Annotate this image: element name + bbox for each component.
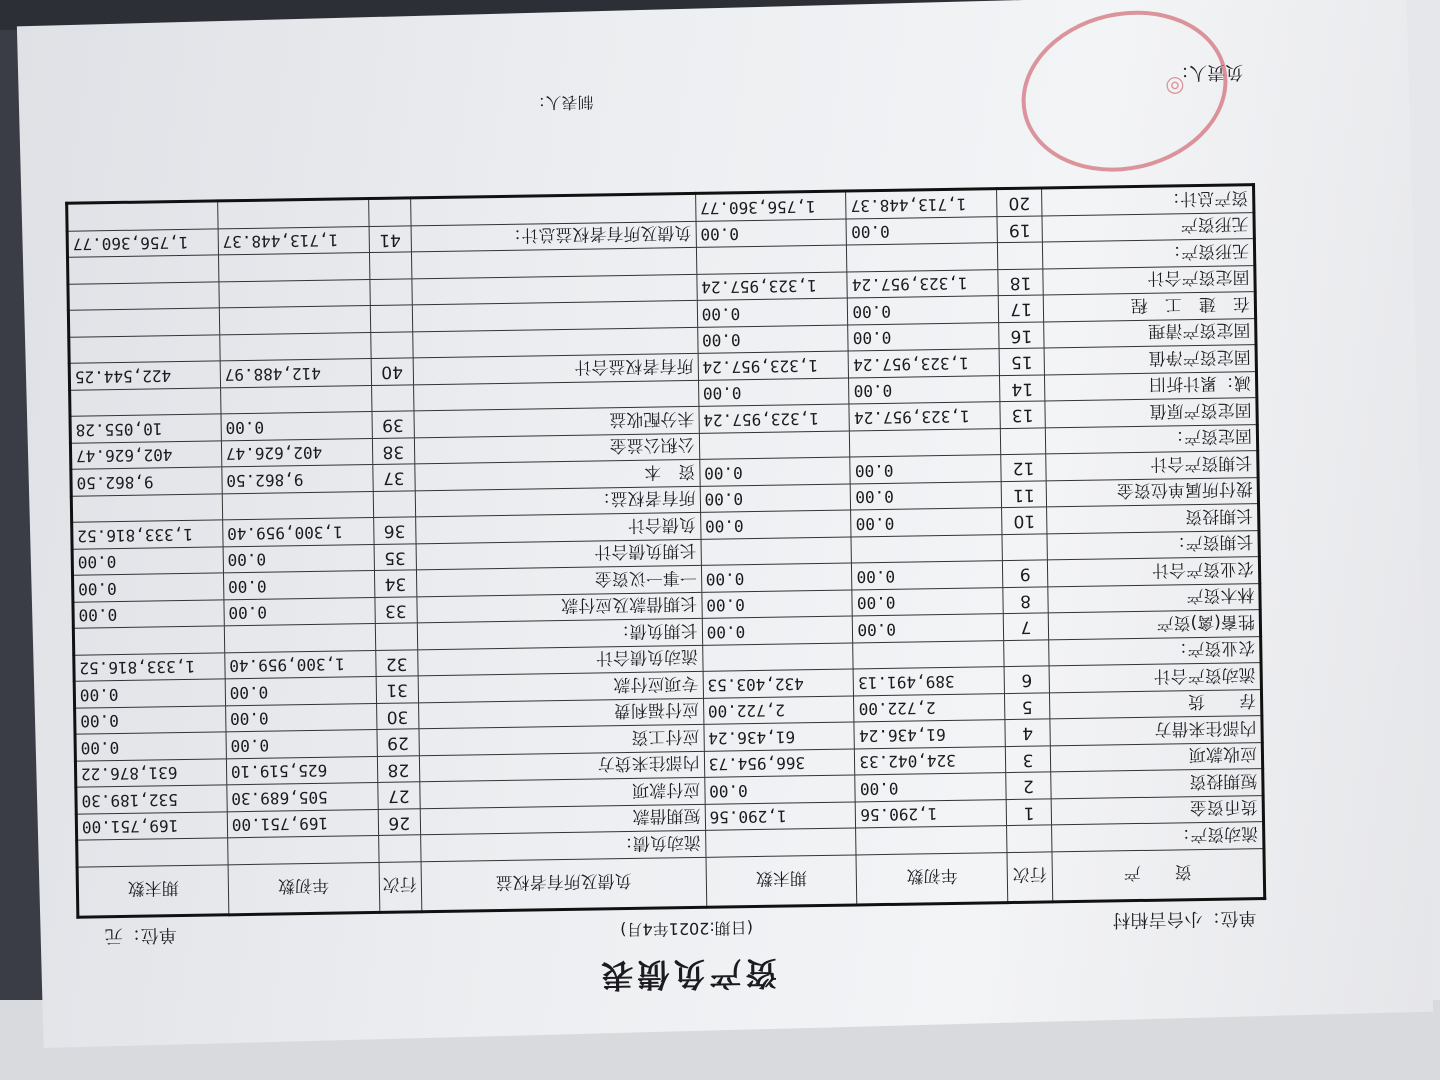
- asset-line-cell: [998, 242, 1043, 269]
- document-title: 资产负债表: [597, 953, 778, 995]
- asset-item-cell: 内部往来借方: [1050, 716, 1263, 746]
- header-ending: 期末数: [706, 855, 858, 907]
- asset-begin-cell: [850, 429, 1001, 458]
- liability-item-cell: 所有者权益：: [415, 486, 700, 517]
- asset-item-cell: 农业资产合计: [1047, 557, 1260, 587]
- header-beginning: 年初数: [856, 853, 1008, 905]
- asset-line-cell: 19: [997, 216, 1042, 243]
- liability-begin-cell: 1,713,448.37: [218, 227, 369, 256]
- liability-begin-cell: [219, 306, 370, 335]
- asset-line-cell: 16: [999, 322, 1044, 349]
- liability-item-cell: 负债及所有者权益总计：: [411, 221, 696, 252]
- asset-begin-cell: 0.00: [855, 773, 1006, 802]
- liability-item-cell: 内部往来贷方: [419, 751, 704, 782]
- asset-line-cell: 1: [1006, 799, 1051, 826]
- asset-end-cell: 0.00: [704, 775, 855, 804]
- liability-begin-cell: 0.00: [226, 730, 377, 759]
- liability-begin-cell: 0.00: [223, 571, 374, 600]
- asset-item-cell: 短期投资: [1051, 769, 1264, 799]
- header-beginning-2: 年初数: [228, 862, 380, 914]
- liability-begin-cell: 1,300,959.40: [222, 518, 373, 547]
- liability-item-cell: 长期负债合计: [416, 539, 701, 570]
- liability-begin-cell: [217, 199, 368, 229]
- asset-end-cell: 0.00: [702, 590, 853, 619]
- liability-end-cell: 1,333,816.52: [74, 653, 225, 682]
- asset-end-cell: [699, 431, 850, 460]
- asset-begin-cell: 2,722.00: [854, 694, 1005, 723]
- liability-line-cell: 29: [377, 729, 420, 756]
- asset-line-cell: [1002, 534, 1047, 561]
- liability-begin-cell: 0.00: [221, 412, 372, 441]
- liability-end-cell: 1,333,816.52: [72, 520, 223, 549]
- asset-end-cell: 0.00: [699, 457, 850, 486]
- asset-item-cell: 存 货: [1049, 690, 1262, 720]
- liability-end-cell: 631,876.22: [75, 759, 226, 788]
- liability-end-cell: [67, 201, 218, 231]
- asset-line-cell: 4: [1005, 719, 1050, 746]
- asset-end-cell: 1,290.56: [705, 802, 856, 831]
- date-label: (日期:2021年4月): [620, 918, 754, 940]
- liability-item-cell: [411, 248, 696, 279]
- asset-item-cell: 长期资产合计: [1046, 451, 1259, 481]
- liability-end-cell: [77, 838, 228, 867]
- asset-line-cell: 5: [1005, 693, 1050, 720]
- liability-begin-cell: [220, 386, 371, 415]
- asset-line-cell: 15: [999, 348, 1044, 375]
- asset-end-cell: [701, 537, 852, 566]
- asset-begin-cell: [847, 243, 998, 272]
- asset-line-cell: 12: [1001, 454, 1046, 481]
- liability-item-cell: 未分配收益: [414, 407, 699, 438]
- asset-line-cell: 3: [1005, 746, 1050, 773]
- liability-line-cell: 33: [374, 597, 417, 624]
- header-assets: 资 产: [1052, 849, 1265, 902]
- liability-item-cell: 应付福利费: [419, 698, 704, 729]
- asset-item-cell: 无形资产: [1042, 213, 1255, 243]
- liability-begin-cell: 0.00: [225, 703, 376, 732]
- asset-item-cell: 固定资产清理: [1043, 319, 1256, 349]
- liability-item-cell: [413, 327, 698, 358]
- asset-item-cell: 应收款项: [1050, 743, 1263, 773]
- asset-begin-cell: 1,713,448.37: [846, 189, 997, 219]
- liability-end-cell: [73, 626, 224, 655]
- asset-item-cell: 林木资产: [1048, 584, 1261, 614]
- asset-begin-cell: 0.00: [852, 588, 1003, 617]
- liability-line-cell: [368, 198, 411, 226]
- official-seal: [1006, 0, 1244, 191]
- asset-item-cell: 货币资金: [1051, 796, 1264, 826]
- asset-end-cell: [696, 246, 847, 275]
- liability-end-cell: [71, 494, 222, 523]
- asset-item-cell: 减：累计折旧: [1044, 372, 1257, 402]
- liability-line-cell: [375, 623, 418, 650]
- asset-end-cell: 366,954.73: [704, 749, 855, 778]
- asset-line-cell: 10: [1002, 507, 1047, 534]
- asset-end-cell: 0.00: [702, 616, 853, 645]
- liability-item-cell: 长期借款及应付款: [417, 592, 702, 623]
- asset-item-cell: 固定资产净值: [1044, 345, 1257, 375]
- asset-line-cell: 6: [1004, 666, 1049, 693]
- asset-item-cell: 农业资产：: [1048, 637, 1261, 667]
- asset-begin-cell: [851, 535, 1002, 564]
- asset-end-cell: [705, 828, 856, 857]
- liability-item-cell: 公积公益金: [414, 433, 699, 464]
- liability-line-cell: [370, 305, 413, 332]
- asset-begin-cell: 324,042.33: [855, 747, 1006, 776]
- asset-end-cell: [702, 643, 853, 672]
- footer-responsible: 负责人：: [1171, 61, 1244, 84]
- liability-begin-cell: 169,751.00: [227, 809, 378, 838]
- liability-item-cell: 一事一议资金: [416, 566, 701, 597]
- paper-sheet: [17, 0, 1433, 1048]
- liability-line-cell: [369, 279, 412, 306]
- seal-lettering: ◎: [1162, 71, 1188, 101]
- asset-line-cell: 20: [997, 188, 1042, 216]
- asset-end-cell: 0.00: [701, 563, 852, 592]
- asset-line-cell: 7: [1003, 613, 1048, 640]
- liability-end-cell: 9,862.50: [71, 467, 222, 496]
- liability-begin-cell: [222, 491, 373, 520]
- asset-item-cell: 固定资产：: [1045, 425, 1258, 455]
- asset-end-cell: 1,323,957.24: [697, 272, 848, 301]
- liability-end-cell: 402,626.47: [70, 441, 221, 470]
- liability-line-cell: 32: [375, 650, 418, 677]
- liability-line-cell: 31: [376, 676, 419, 703]
- liability-item-cell: [414, 380, 699, 411]
- asset-begin-cell: 1,323,957.24: [849, 349, 1000, 378]
- liability-begin-cell: [224, 624, 375, 653]
- liability-line-cell: 28: [377, 756, 420, 783]
- asset-begin-cell: 1,290.56: [856, 800, 1007, 829]
- asset-item-cell: 长期资产：: [1047, 531, 1260, 561]
- asset-begin-cell: 0.00: [848, 323, 999, 352]
- liability-end-cell: [68, 255, 219, 284]
- liability-item-cell: 短期借款: [420, 804, 705, 835]
- asset-begin-cell: 389,491.13: [854, 667, 1005, 696]
- asset-begin-cell: 61,436.24: [854, 720, 1005, 749]
- liability-line-cell: [371, 385, 414, 412]
- liability-begin-cell: 0.00: [223, 544, 374, 573]
- liability-begin-cell: 412,488.97: [220, 359, 371, 388]
- liability-line-cell: 27: [377, 782, 420, 809]
- asset-end-cell: 0.00: [698, 378, 849, 407]
- header-line-no-2: 行次: [379, 862, 422, 913]
- liability-end-cell: 0.00: [72, 547, 223, 576]
- liability-begin-cell: 0.00: [224, 597, 375, 626]
- liability-begin-cell: [219, 280, 370, 309]
- asset-item-cell: 流动资产合计: [1049, 663, 1262, 693]
- asset-line-cell: 13: [1000, 401, 1045, 428]
- asset-begin-cell: 0.00: [849, 376, 1000, 405]
- liability-end-cell: 0.00: [74, 679, 225, 708]
- liability-begin-cell: 625,519.10: [226, 756, 377, 785]
- liability-begin-cell: 9,862.50: [222, 465, 373, 494]
- liability-line-cell: 26: [378, 809, 421, 836]
- liability-end-cell: 0.00: [75, 732, 226, 761]
- asset-begin-cell: 0.00: [853, 614, 1004, 643]
- asset-begin-cell: 1,323,957.24: [847, 270, 998, 299]
- table-body: [67, 185, 1264, 867]
- liability-end-cell: [68, 282, 219, 311]
- header-line-no: 行次: [1007, 852, 1052, 903]
- asset-line-cell: 9: [1003, 560, 1048, 587]
- liability-item-cell: [412, 301, 697, 332]
- liability-line-cell: 40: [371, 358, 414, 385]
- asset-end-cell: 61,436.24: [704, 722, 855, 751]
- liability-line-cell: 36: [373, 517, 416, 544]
- liability-line-cell: 30: [376, 703, 419, 730]
- asset-item-cell: 拨付所属单位资金: [1046, 478, 1259, 508]
- asset-end-cell: 432,403.53: [703, 669, 854, 698]
- header-ending-2: 期末数: [77, 865, 229, 917]
- liability-line-cell: [370, 332, 413, 359]
- asset-end-cell: 0.00: [697, 299, 848, 328]
- footer-preparer: 制表人：: [529, 92, 594, 113]
- asset-item-cell: 在 建 工 程: [1043, 292, 1256, 322]
- asset-begin-cell: [856, 826, 1007, 855]
- asset-line-cell: [1004, 640, 1049, 667]
- asset-item-cell: 无形资产：: [1042, 239, 1255, 269]
- asset-begin-cell: 0.00: [851, 508, 1002, 537]
- liability-line-cell: [378, 835, 421, 862]
- liability-end-cell: 10,055.28: [70, 414, 221, 443]
- asset-line-cell: [1007, 825, 1052, 852]
- asset-line-cell: 18: [998, 269, 1043, 296]
- liability-item-cell: [412, 274, 697, 305]
- asset-item-cell: 资产总计：: [1041, 185, 1254, 216]
- liability-item-cell: 所有者权益合计: [413, 354, 698, 385]
- asset-line-cell: 8: [1003, 587, 1048, 614]
- liability-line-cell: [373, 491, 416, 518]
- liability-item-cell: 流动负债合计: [418, 645, 703, 676]
- liability-item-cell: 资 本: [415, 460, 700, 491]
- liability-end-cell: 0.00: [75, 706, 226, 735]
- liability-begin-cell: [220, 333, 371, 362]
- asset-end-cell: 0.00: [697, 325, 848, 354]
- asset-begin-cell: 1,323,957.24: [849, 402, 1000, 431]
- asset-end-cell: 2,722.00: [703, 696, 854, 725]
- liability-item-cell: 应付工资: [419, 725, 704, 756]
- asset-end-cell: 0.00: [700, 484, 851, 513]
- asset-end-cell: 0.00: [696, 219, 847, 248]
- liability-begin-cell: 1,300,959.40: [225, 650, 376, 679]
- liability-line-cell: [369, 252, 412, 279]
- liability-item-cell: 负债合计: [416, 513, 701, 544]
- asset-begin-cell: 0.00: [851, 482, 1002, 511]
- asset-line-cell: 17: [998, 295, 1043, 322]
- asset-end-cell: 1,756,360.77: [695, 192, 846, 222]
- liability-item-cell: 流动负债：: [421, 831, 706, 862]
- asset-item-cell: 牲畜(禽)资产: [1048, 610, 1261, 640]
- balance-sheet-table: [65, 184, 1266, 919]
- liability-line-cell: 41: [369, 226, 412, 253]
- liability-begin-cell: 402,626.47: [221, 439, 372, 468]
- asset-item-cell: 固定资产原值: [1045, 398, 1258, 428]
- asset-line-cell: 14: [1000, 375, 1045, 402]
- asset-begin-cell: 0.00: [848, 296, 999, 325]
- liability-begin-cell: 0.00: [225, 677, 376, 706]
- liability-begin-cell: [218, 253, 369, 282]
- liability-item-cell: 长期负债：: [417, 619, 702, 650]
- liability-item-cell: 专项应付款: [418, 672, 703, 703]
- liability-end-cell: 0.00: [73, 573, 224, 602]
- asset-begin-cell: 0.00: [846, 217, 997, 246]
- asset-item-cell: 固定资产合计: [1043, 266, 1256, 296]
- liability-end-cell: 0.00: [73, 600, 224, 629]
- unit-entity-label: 单位：小台吉柏村: [1112, 907, 1257, 931]
- asset-item-cell: 流动资产：: [1051, 822, 1264, 852]
- liability-end-cell: [69, 335, 220, 364]
- liability-end-cell: 169,751.00: [76, 812, 227, 841]
- liability-line-cell: 34: [374, 570, 417, 597]
- liability-item-cell: 应付款项: [420, 778, 705, 809]
- liability-begin-cell: [227, 836, 378, 865]
- asset-line-cell: 2: [1006, 772, 1051, 799]
- liability-line-cell: 37: [372, 464, 415, 491]
- liability-line-cell: 39: [372, 411, 415, 438]
- asset-begin-cell: [853, 641, 1004, 670]
- liability-line-cell: 35: [374, 544, 417, 571]
- currency-unit-label: 单位：元: [104, 924, 177, 947]
- asset-end-cell: 1,323,957.24: [698, 352, 849, 381]
- balance-sheet-document: [63, 40, 1298, 1039]
- liability-end-cell: [70, 388, 221, 417]
- liability-end-cell: 1,756,360.77: [67, 229, 218, 258]
- liability-item-cell: [411, 194, 696, 226]
- liability-end-cell: 422,544.25: [69, 361, 220, 390]
- asset-begin-cell: 0.00: [852, 561, 1003, 590]
- liability-end-cell: [68, 308, 219, 337]
- asset-begin-cell: 0.00: [850, 455, 1001, 484]
- asset-line-cell: [1001, 428, 1046, 455]
- header-liabilities: 负债及所有者权益: [421, 857, 706, 911]
- asset-end-cell: 1,323,957.24: [699, 405, 850, 434]
- liability-end-cell: 532,189.30: [76, 785, 227, 814]
- liability-begin-cell: 505,689.30: [227, 783, 378, 812]
- asset-line-cell: 11: [1001, 481, 1046, 508]
- asset-end-cell: 0.00: [700, 510, 851, 539]
- liability-line-cell: 38: [372, 438, 415, 465]
- asset-item-cell: 长期投资: [1046, 504, 1259, 534]
